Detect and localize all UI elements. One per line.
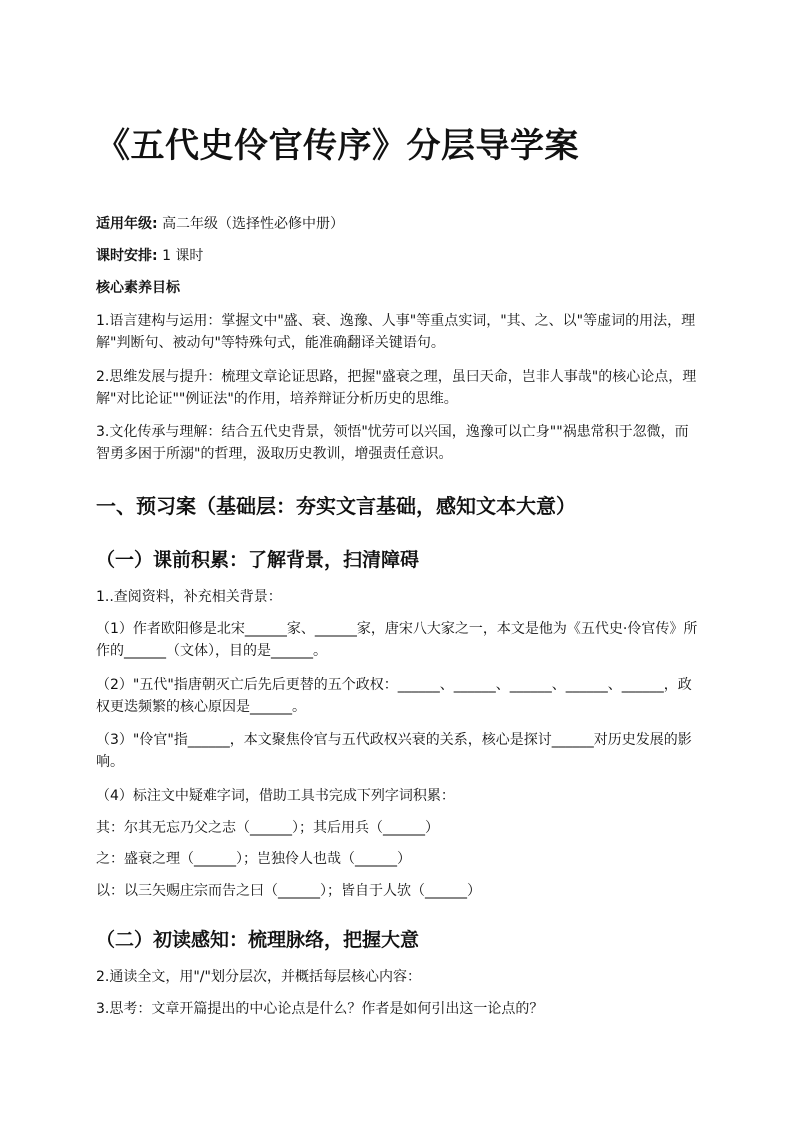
- goals-heading: 核心素养目标: [96, 280, 180, 296]
- hours-line: [96, 245, 203, 267]
- list-item: 3.思考：文章开篇提出的中心论点是什么？作者是如何引出这一论点的？: [96, 1001, 544, 1017]
- grade-line: [96, 213, 344, 235]
- list-item: 以：以三矢赐庄宗而告之曰（______）；皆自于人欤（______）: [96, 883, 481, 899]
- section-heading: 一、预习案（基础层：夯实文言基础，感知文本大意）: [96, 494, 576, 518]
- list-item: （1）作者欧阳修是北宋______家、______家，唐宋八大家之一，本文是他为《五代史·伶官传》所作的______（文体），目的是______。: [96, 621, 698, 659]
- goal-item: 2.思维发展与提升：梳理文章论证思路，把握"盛衰之理，虽曰天命，岂非人事哉"的核心论点，理解"对比论证""例证法"的作用，培养辩证分析历史的思维。: [96, 369, 697, 407]
- list-item: 1..查阅资料，补充相关背景：: [96, 589, 282, 605]
- list-item: 其：尔其无忘乃父之志（______）；其后用兵（______）: [96, 820, 439, 836]
- list-item: （2）"五代"指唐朝灭亡后先后更替的五个政权：______、______、______、______、______，政权更迭频繁的核心原因是______。: [96, 677, 692, 715]
- hours-value: 1 课时: [162, 248, 204, 264]
- hours-label: 课时安排:: [96, 248, 158, 264]
- grade-label: 适用年级:: [96, 216, 158, 232]
- list-item: 之：盛衰之理（______）；岂独伶人也哉（______）: [96, 851, 411, 867]
- list-item: 2.通读全文，用"/"划分层次，并概括每层核心内容：: [96, 969, 421, 985]
- list-item: （4）标注文中疑难字词，借助工具书完成下列字词积累：: [96, 788, 455, 804]
- goal-item: 1.语言建构与运用：掌握文中"盛、衰、逸豫、人事"等重点实词，"其、之、以"等虚词的用法，理解"判断句、被动句"等特殊句式，能准确翻译关键语句。: [96, 313, 696, 351]
- document-title: 《五代史伶官传序》分层导学案: [96, 126, 579, 166]
- list-item: （3）"伶官"指______，本文聚焦伶官与五代政权兴衰的关系，核心是探讨______对历史发展的影响。: [96, 732, 692, 770]
- goal-item: 3.文化传承与理解：结合五代史背景，领悟"忧劳可以兴国，逸豫可以亡身""祸患常积于忽微，而智勇多困于所溺"的哲理，汲取历史教训，增强责任意识。: [96, 424, 689, 462]
- subsection-heading: （二）初读感知：梳理脉络，把握大意: [96, 929, 420, 951]
- subsection-heading: （一）课前积累：了解背景，扫清障碍: [96, 549, 420, 571]
- grade-value: 高二年级（选择性必修中册）: [162, 216, 345, 232]
